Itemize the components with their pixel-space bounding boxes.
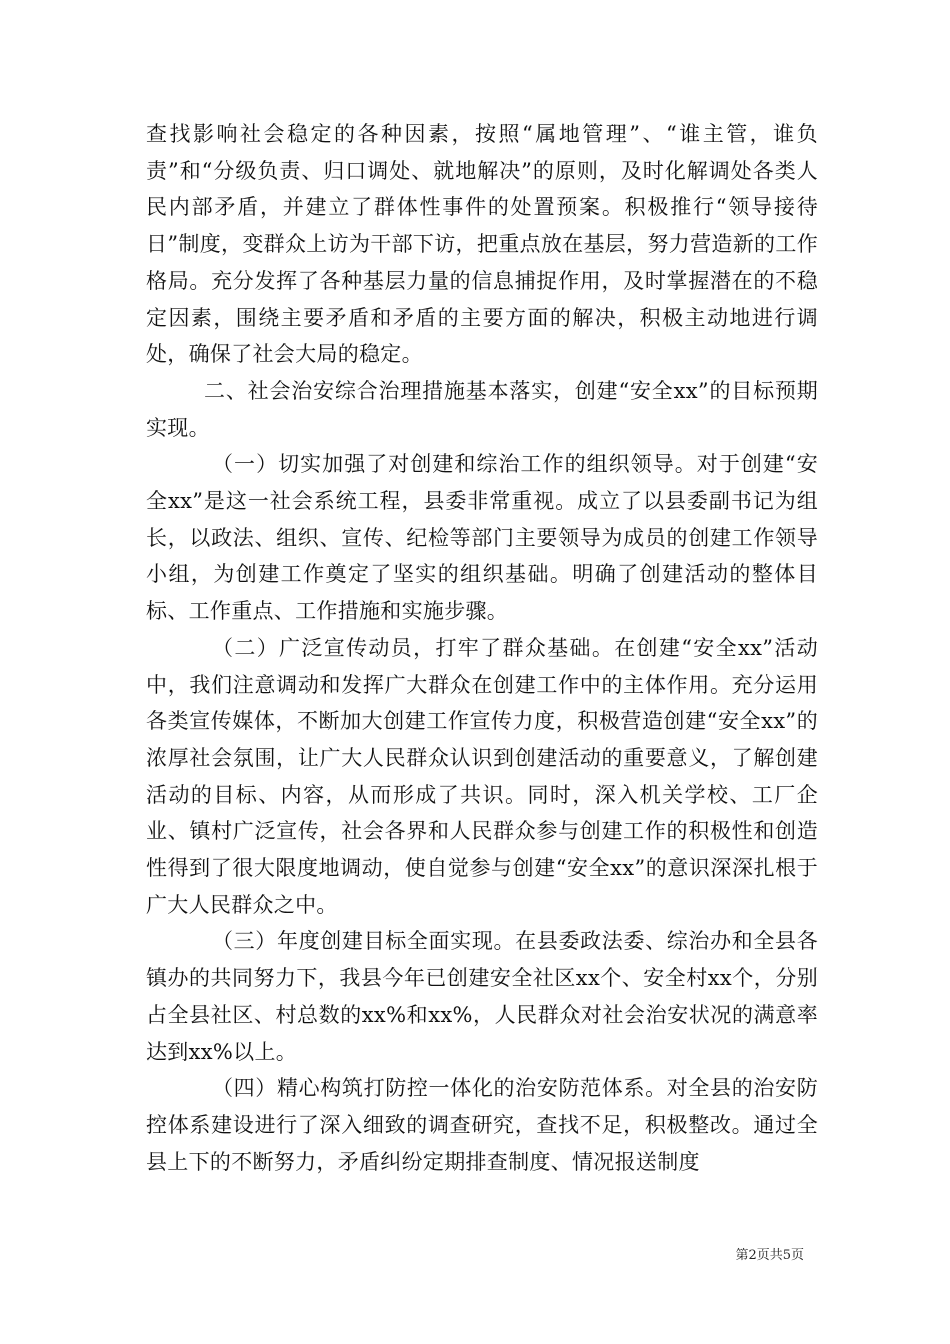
paragraph-item-two: （二）广泛宣传动员，打牢了群众基础。在创建“安全xx”活动中，我们注意调动和发挥广大群众在创建工作中的主体作用。充分运用各类宣传媒体，不断加大创建工作宣传力度，积极营造创建“安全xx”的浓厚社会氛围，让广大人民群众认识到创建活动的重要意义，了解创建活动的目标、内容，从而形成了共识。同时，深入机关学校、工厂企业、镇村广泛宣传，社会各界和人民群众参与创建工作的积极性和创造性得到了很大限度地调动，使自觉参与创建“安全xx”的意识深深扎根于广大人民群众之中。 (146, 635, 818, 917)
paragraph-item-three: （三）年度创建目标全面实现。在县委政法委、综治办和全县各镇办的共同努力下，我县今年已创建安全社区xx个、安全村xx个，分别占全县社区、村总数的xx%和xx%，人民群众对社会治安状况的满意率达到xx%以上。 (146, 929, 818, 1064)
paragraph-continuation: 查找影响社会稳定的各种因素，按照“属地管理”、“谁主管，谁负责”和“分级负责、归口调处、就地解决”的原则，及时化解调处各类人民内部矛盾，并建立了群体性事件的处置预案。积极推行“领导接待日”制度，变群众上访为干部下访，把重点放在基层，努力营造新的工作格局。充分发挥了各种基层力量的信息捕捉作用，及时掌握潜在的不稳定因素，围绕主要矛盾和矛盾的主要方面的解决，积极主动地进行调处，确保了社会大局的稳定。 (146, 122, 818, 367)
document-body (146, 116, 818, 1180)
paragraph-item-one: （一）切实加强了对创建和综治工作的组织领导。对于创建“安全xx”是这一社会系统工程，县委非常重视。成立了以县委副书记为组长，以政法、组织、宣传、纪检等部门主要领导为成员的创建工作领导小组，为创建工作奠定了坚实的组织基础。明确了创建活动的整体目标、工作重点、工作措施和实施步骤。 (146, 452, 818, 624)
paragraph-item-four: （四）精心构筑打防控一体化的治安防范体系。对全县的治安防控体系建设进行了深入细致的调查研究，查找不足，积极整改。通过全县上下的不断努力，矛盾纠纷定期排查制度、情况报送制度 (146, 1076, 818, 1174)
paragraph-section-two-heading: 二、社会治安综合治理措施基本落实，创建“安全xx”的目标预期实现。 (146, 378, 818, 440)
page-number-footer: 第2页共5页 (735, 1248, 804, 1263)
